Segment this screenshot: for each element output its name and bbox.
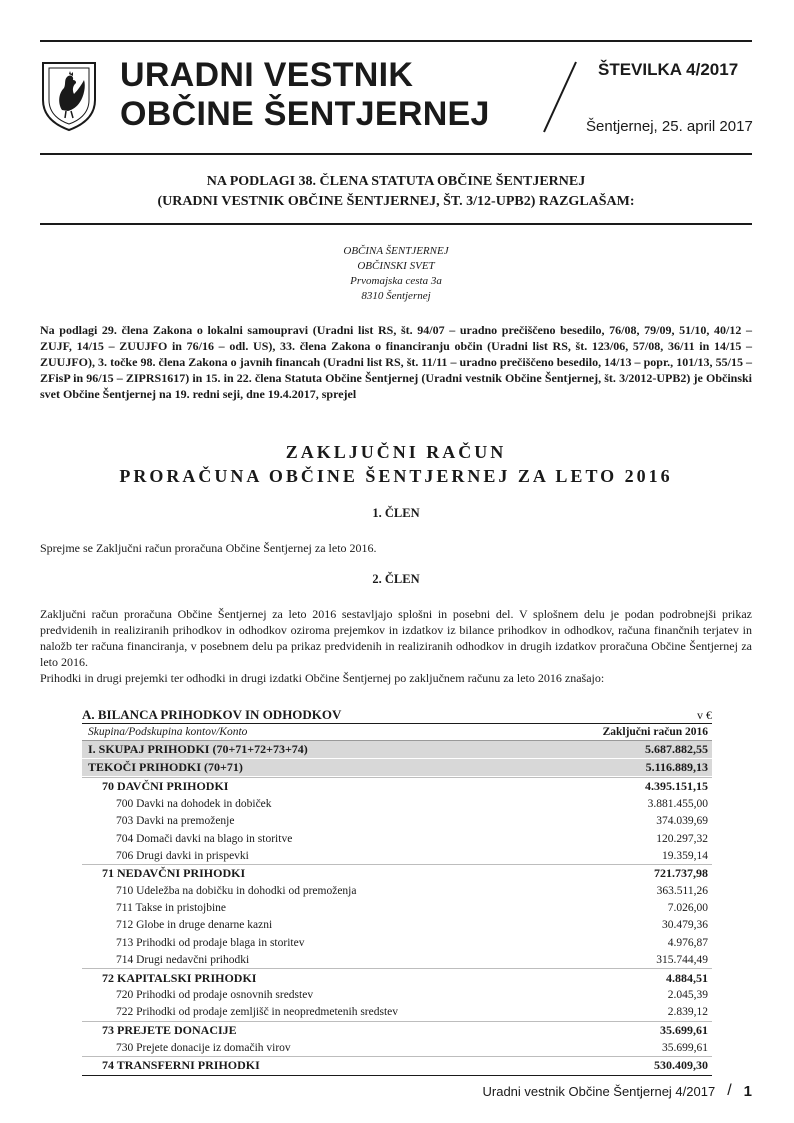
- table-row: [82, 864, 712, 882]
- issuer-city: 8310 Šentjernej: [361, 290, 431, 302]
- article-2-paragraph-2: Prihodki in drugi prejemki ter odhodki in drugi izdatki Občine Šentjernej po zaključnem računu za leto 2016 znašajo:: [40, 671, 605, 685]
- row-label: 71 NEDAVČNI PRIHODKI: [102, 866, 246, 881]
- table-unit: v €: [697, 708, 712, 722]
- table-row: [82, 777, 712, 795]
- row-value: 5.116.889,13: [645, 760, 708, 775]
- proclamation: [40, 172, 752, 212]
- row-value: 721.737,98: [654, 866, 708, 881]
- top-rule: [40, 40, 752, 42]
- row-value: 4.884,51: [666, 970, 708, 985]
- table-row: [82, 1004, 712, 1021]
- row-value: 35.699,61: [662, 1041, 708, 1054]
- row-value: 30.479,36: [662, 919, 708, 932]
- article-2-text: [40, 606, 752, 686]
- row-label: 710 Udeležba na dobičku in dohodki od premoženja: [116, 885, 357, 898]
- proclamation-line1: NA PODLAGI 38. ČLENA STATUTA OBČINE ŠENTJERNEJ: [206, 174, 586, 189]
- table-column-header: [82, 724, 712, 741]
- row-label: 74 TRANSFERNI PRIHODKI: [102, 1058, 260, 1073]
- issuer-street: Prvomajska cesta 3a: [350, 275, 442, 287]
- row-value: 19.359,14: [662, 849, 708, 862]
- table-row: [82, 741, 712, 759]
- column-header-accounts: Skupina/Podskupina kontov/Konto: [88, 726, 248, 738]
- row-value: 35.699,61: [660, 1023, 708, 1038]
- row-label: 730 Prejete donacije iz domačih virov: [116, 1041, 291, 1054]
- table-row: [82, 813, 712, 830]
- table-row: [82, 847, 712, 864]
- table-row: [82, 951, 712, 968]
- row-label: 706 Drugi davki in prispevki: [116, 849, 249, 862]
- row-value: 4.976,87: [667, 936, 708, 949]
- table-row: [82, 934, 712, 951]
- row-value: 2.045,39: [667, 989, 708, 1002]
- article-1-text: Sprejme se Zaključni račun proračuna Občine Šentjernej za leto 2016.: [40, 541, 377, 555]
- row-label: 72 KAPITALSKI PRIHODKI: [102, 970, 257, 985]
- document-title-line2: PRORAČUNA OBČINE ŠENTJERNEJ ZA LETO 2016: [119, 466, 673, 486]
- row-value: 120.297,32: [656, 832, 708, 845]
- row-label: TEKOČI PRIHODKI (70+71): [88, 760, 243, 775]
- municipal-coat-of-arms-icon: [40, 60, 98, 132]
- row-value: 530.409,30: [654, 1058, 708, 1073]
- table-row: [82, 830, 712, 847]
- row-label: 714 Drugi nedavčni prihodki: [116, 953, 250, 966]
- issuer-name: OBČINA ŠENTJERNEJ: [343, 245, 449, 257]
- row-label: 712 Globe in druge denarne kazni: [116, 919, 273, 932]
- row-value: 3.881.455,00: [647, 798, 708, 811]
- row-value: 5.687.882,55: [645, 742, 708, 757]
- document-title: [40, 440, 752, 488]
- issuer-block: [40, 244, 752, 304]
- proclamation-rule: [40, 223, 752, 225]
- publication-title: [120, 56, 550, 134]
- table-row: [82, 759, 712, 777]
- balance-table: [82, 704, 712, 1076]
- table-row: [82, 1021, 712, 1039]
- row-label: 73 PREJETE DONACIJE: [102, 1023, 237, 1038]
- issuer-body: OBČINSKI SVET: [357, 260, 435, 272]
- proclamation-line2: (URADNI VESTNIK OBČINE ŠENTJERNEJ, ŠT. 3/12-UPB2) RAZGLAŠAM:: [157, 194, 635, 209]
- row-label: I. SKUPAJ PRIHODKI (70+71+72+73+74): [88, 742, 308, 757]
- table-row: [82, 917, 712, 934]
- issue-number: ŠTEVILKA 4/2017: [598, 60, 739, 79]
- row-label: 720 Prihodki od prodaje osnovnih sredstev: [116, 989, 314, 1002]
- row-label: 704 Domači davki na blago in storitve: [116, 832, 293, 845]
- table-row: [82, 900, 712, 917]
- page-number: 1: [743, 1082, 752, 1100]
- table-row: [82, 883, 712, 900]
- table-title: A. BILANCA PRIHODKOV IN ODHODKOV: [82, 707, 342, 722]
- article-2-paragraph-1: Zaključni račun proračuna Občine Šentjernej za leto 2016 sestavljajo splošni in posebni del. V splošnem delu je podan podrobnejši prikaz predvidenih in realiziranih prihodkov in odhodkov oziroma prejemkov in izdatkov iz bilance prihodkov in odhodkov, računa finančnih terjatev in naložb ter računa financiranja, v posebnem delu pa prikaz predvidenih in realiziranih odhodkov in drugih izdatkov proračuna Občine Šentjernej za leto 2016.: [40, 607, 752, 669]
- legal-preamble: Na podlagi 29. člena Zakona o lokalni samoupravi (Uradni list RS, št. 94/07 – uradno prečiščeno besedilo, 76/08, 79/09, 51/10, 40/12 – ZUJF, 14/15 – ZUUJFO in 76/16 – odl. US), 33. člena Zakona o financiranju občin (Uradni list RS, št. 123/06, 57/08, 36/11 in 14/15 – ZUUJFO), 3. točke 98. člena Zakona o javnih financah (Uradni list RS, št. 11/11 – uradno prečiščeno besedilo, 14/13 – popr., 101/13, 55/15 – ZFisP in 96/15 – ZIPRS1617) in 15. in 22. člena Statuta Občine Šentjernej (Uradni vestnik Občine Šentjernej, št. 3/2012-UPB2) je Občinski svet Občine Šentjernej na 19. redni seji, dne 19.4.2017, sprejel: [40, 323, 752, 401]
- table-body: [82, 741, 712, 1076]
- row-label: 700 Davki na dohodek in dobiček: [116, 798, 272, 811]
- table-row: [82, 1056, 712, 1074]
- row-value: 4.395.151,15: [645, 779, 708, 794]
- page-footer: [480, 1082, 752, 1100]
- row-label: 703 Davki na premoženje: [116, 815, 235, 828]
- row-value: 374.039,69: [656, 815, 708, 828]
- row-label: 70 DAVČNI PRIHODKI: [102, 779, 229, 794]
- publication-title-line2: OBČINE ŠENTJERNEJ: [120, 95, 490, 133]
- row-label: 722 Prihodki od prodaje zemljišč in neopredmetenih sredstev: [116, 1006, 399, 1019]
- row-label: 713 Prihodki od prodaje blaga in storitev: [116, 936, 305, 949]
- column-header-value: Zaključni račun 2016: [602, 726, 708, 738]
- article-1-heading: 1. ČLEN: [372, 506, 420, 520]
- issue-date: Šentjernej, 25. april 2017: [586, 118, 753, 135]
- row-value: 2.839,12: [667, 1006, 708, 1019]
- publication-title-line1: URADNI VESTNIK: [120, 56, 414, 94]
- table-row: [82, 968, 712, 986]
- table-row: [82, 796, 712, 813]
- row-value: 315.744,49: [656, 953, 708, 966]
- row-label: 711 Takse in pristojbine: [116, 902, 227, 915]
- row-value: 363.511,26: [656, 885, 708, 898]
- masthead-slash-divider: [540, 60, 580, 134]
- document-title-line1: ZAKLJUČNI RAČUN: [285, 442, 507, 462]
- table-row: [82, 987, 712, 1004]
- table-title-bar: [82, 704, 712, 724]
- article-2-heading: 2. ČLEN: [372, 572, 420, 586]
- row-value: 7.026,00: [667, 902, 708, 915]
- masthead-rule: [40, 153, 752, 155]
- table-row: [82, 1039, 712, 1056]
- footer-separator: /: [727, 1082, 732, 1099]
- footer-publication: Uradni vestnik Občine Šentjernej 4/2017: [482, 1083, 716, 1099]
